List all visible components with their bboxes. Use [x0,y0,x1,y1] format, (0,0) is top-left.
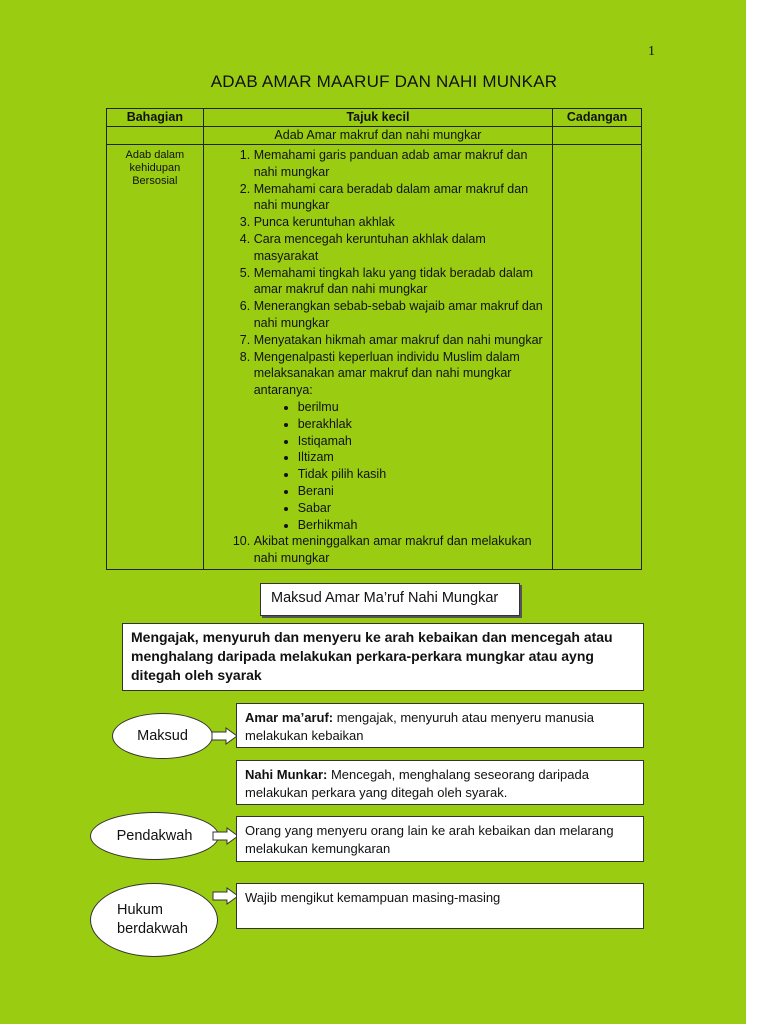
hukum-label-line: berdakwah [117,921,188,937]
hukum-label-line: Hukum [117,902,163,918]
pendakwah-box: Orang yang menyeru orang lain ke arah kebaikan dan melarang melakukan kemungkaran [236,816,644,862]
trait-item: • berilmu [298,399,553,416]
nahi-munkar-term: Nahi Munkar: [245,767,328,782]
page-edge [746,0,768,1024]
topics-list [204,147,553,567]
trait-item: • Istiqamah [298,433,553,450]
arrow-right-icon [211,727,239,745]
list-item: 5. Memahami tingkah laku yang tidak beradab dalam amar makruf dan nahi mungkar [254,265,553,299]
trait-item: • Berani [298,483,553,500]
hukum-box: Wajib mengikut kemampuan masing-masing [236,883,644,929]
list-item: 2. Memahami cara beradab dalam amar makruf dan nahi mungkar [254,181,553,215]
table-subheader-row [107,127,642,145]
maksud-title-box: Maksud Amar Ma’ruf Nahi Mungkar [260,583,520,616]
nahi-munkar-box [236,760,644,805]
bahagian-cell: Adab dalam kehidupan Bersosial [107,145,204,570]
subheader-empty-cell [553,127,642,145]
maksud-ellipse [112,713,213,759]
page-title: ADAB AMAR MAARUF DAN NAHI MUNKAR [210,72,558,91]
trait-item: • Tidak pilih kasih [298,466,553,483]
amar-maaruf-term: Amar ma’aruf: [245,710,334,725]
cadangan-cell [553,145,642,570]
list-item: 7. Menyatakan hikmah amar makruf dan nahi mungkar [254,332,553,349]
subheader-cell: Adab Amar makruf dan nahi mungkar [203,127,553,145]
list-item: 10. Akibat meninggalkan amar makruf dan melakukan nahi mungkar [254,533,553,567]
page-number: 1 [648,44,655,59]
list-item: 6. Menerangkan sebab-sebab wajaib amar makruf dan nahi mungkar [254,298,553,332]
trait-item: • Iltizam [298,449,553,466]
trait-item: • Berhikmah [298,517,553,534]
hukum-label [117,901,188,939]
traits-list [254,399,553,533]
table-row [107,145,642,570]
header-tajuk-kecil: Tajuk kecil [203,109,553,127]
definition-box: Mengajak, menyuruh dan menyeru ke arah kebaikan dan mencegah atau menghalang daripada melakukan perkara-perkara mungkar atau ayng ditegah oleh syarak [122,623,644,691]
topics-cell [203,145,553,570]
amar-maaruf-box [236,703,644,748]
list-item: 4. Cara mencegah keruntuhan akhlak dalam masyarakat [254,231,553,265]
subheader-empty-cell [107,127,204,145]
header-bahagian: Bahagian [107,109,204,127]
amar-maaruf-text: mengajak, menyuruh atau menyeru manusia melakukan kebaikan [245,710,595,743]
syllabus-table [106,108,642,570]
trait-item: • Sabar [298,500,553,517]
list-item [254,349,553,534]
pendakwah-ellipse [90,812,219,860]
trait-item: • berakhlak [298,416,553,433]
table-header-row [107,109,642,127]
hukum-ellipse [90,883,218,957]
maksud-label: Maksud [137,728,188,744]
nahi-munkar-text: Mencegah, menghalang seseorang daripada melakukan perkara yang ditegah oleh syarak. [245,767,589,800]
list-item-text: Mengenalpasti keperluan individu Muslim dalam melaksanakan amar makruf dan nahi mungkar antaranya: [253,349,520,398]
list-item: 3. Punca keruntuhan akhlak [254,214,553,231]
header-cadangan: Cadangan [553,109,642,127]
list-item: 1. Memahami garis panduan adab amar makruf dan nahi mungkar [254,147,553,181]
pendakwah-label: Pendakwah [116,828,193,844]
